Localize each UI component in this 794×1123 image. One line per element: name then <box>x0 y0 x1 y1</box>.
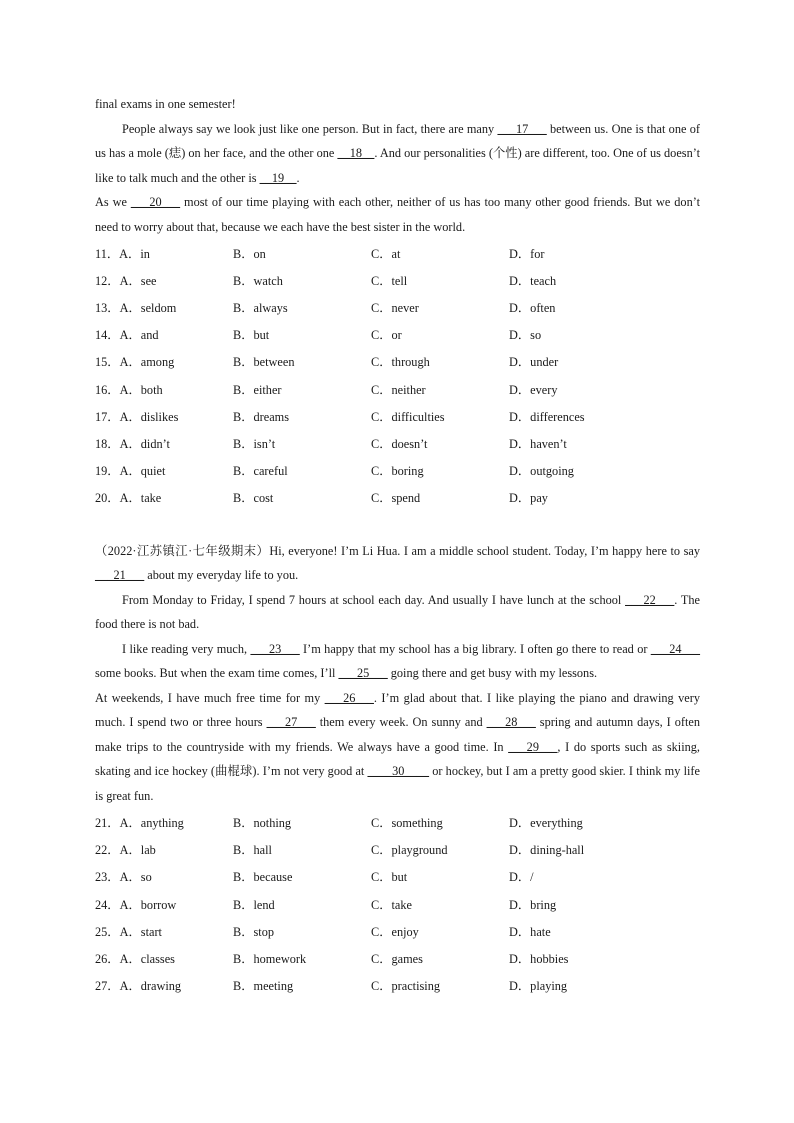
option-c: C．or <box>371 328 402 343</box>
option-b: B．cost <box>233 491 274 506</box>
passage1-paragraph2 <box>95 190 700 239</box>
question-row <box>95 863 700 890</box>
option-c: C．enjoy <box>371 924 419 939</box>
blank-17: ___17___ <box>497 121 547 136</box>
question-row <box>95 402 700 429</box>
text: . And our personalities (个性) are different, too. One of us doesn’t like to talk much and the other is <box>95 146 701 185</box>
option-c: C．spend <box>371 491 421 506</box>
option-d: D．for <box>509 246 545 261</box>
option-a: 25．A．start <box>95 924 162 939</box>
option-b: B．between <box>233 355 295 370</box>
option-a: 11．A．in <box>95 246 150 261</box>
option-c: C．practising <box>371 979 440 994</box>
option-d: D．hate <box>509 924 551 939</box>
option-a: 17．A．dislikes <box>95 409 179 424</box>
option-c: C．doesn’t <box>371 436 428 451</box>
blank-22: ___22___ <box>625 592 675 607</box>
question-row <box>95 808 700 835</box>
option-c: C．neither <box>371 382 426 397</box>
option-d: D．bring <box>509 897 557 912</box>
option-c: C．difficulties <box>371 409 445 424</box>
option-d: D．every <box>509 382 558 397</box>
option-b: B．because <box>233 870 293 885</box>
question-row <box>95 457 700 484</box>
option-a: 14．A．and <box>95 328 159 343</box>
option-c: C．games <box>371 951 423 966</box>
passage2-paragraph2 <box>95 637 700 686</box>
question-list-2 <box>95 808 700 998</box>
text: about my everyday life to you. <box>144 568 299 583</box>
option-c: C．boring <box>371 464 424 479</box>
question-row <box>95 944 700 971</box>
text: most of our time playing with each other, neither of us has too many other good friends. But we don’t need to worry about that, because we each have the best sister in the world. <box>95 195 701 234</box>
option-d: D．hobbies <box>509 951 569 966</box>
option-b: B．stop <box>233 924 274 939</box>
section-spacer <box>95 511 700 539</box>
question-row <box>95 917 700 944</box>
option-c: C．tell <box>371 273 408 288</box>
question-row <box>95 375 700 402</box>
option-c: C．playground <box>371 843 448 858</box>
blank-29: ___29___ <box>508 739 558 754</box>
option-a: 27．A．drawing <box>95 979 182 994</box>
option-d: D．differences <box>509 409 585 424</box>
blank-25: ___25___ <box>338 666 388 681</box>
option-d: D．/ <box>509 870 534 885</box>
option-a: 24．A．borrow <box>95 897 177 912</box>
passage2-paragraph3 <box>95 686 700 809</box>
option-c: C．through <box>371 355 430 370</box>
question-row <box>95 972 700 999</box>
option-a: 23．A．so <box>95 870 152 885</box>
question-row <box>95 484 700 511</box>
blank-26: ___26___ <box>324 690 374 705</box>
option-d: D．under <box>509 355 559 370</box>
blank-20: ___20___ <box>130 195 181 209</box>
text: As we <box>95 195 131 209</box>
text: going there and get busy with my lessons. <box>387 666 598 681</box>
passage1-paragraph1 <box>95 117 700 191</box>
question-row <box>95 293 700 320</box>
option-b: B．but <box>233 328 270 343</box>
option-d: D．everything <box>509 815 583 830</box>
option-a: 13．A．seldom <box>95 300 177 315</box>
option-d: D．playing <box>509 979 568 994</box>
blank-21: ___21___ <box>95 568 145 583</box>
question-row <box>95 321 700 348</box>
text: At weekends, I have much free time for my <box>95 690 325 705</box>
option-d: D．often <box>509 300 556 315</box>
question-row <box>95 429 700 456</box>
option-a: 20．A．take <box>95 491 162 506</box>
question-row <box>95 239 700 266</box>
passage2-intro <box>95 539 700 588</box>
text: or hockey, but I am a pretty good skier. I think my life is great fun. <box>95 764 700 803</box>
option-d: D．pay <box>509 491 548 506</box>
option-b: B．dreams <box>233 409 290 424</box>
text: . The food there is not bad. <box>95 592 700 632</box>
option-a: 22．A．lab <box>95 843 156 858</box>
source-label: （2022·江苏镇江·七年级期末） <box>95 543 270 558</box>
text: Hi, everyone! I’m Li Hua. I am a middle school student. Today, I’m happy here to say <box>269 543 700 558</box>
blank-18: __18__ <box>337 146 375 160</box>
option-d: D．so <box>509 328 542 343</box>
option-b: B．homework <box>233 951 307 966</box>
passage1-line0: final exams in one semester! <box>95 97 236 111</box>
question-list-1 <box>95 239 700 511</box>
option-a: 15．A．among <box>95 355 175 370</box>
text: spring and autumn days, I often make trips to the countryside with my friends. We always have a good time. In <box>95 715 700 754</box>
question-row <box>95 836 700 863</box>
option-d: D．outgoing <box>509 464 574 479</box>
option-b: B．hall <box>233 843 272 858</box>
option-b: B．lend <box>233 897 275 912</box>
document-page <box>95 92 700 999</box>
blank-28: ___28___ <box>486 715 536 730</box>
question-row <box>95 348 700 375</box>
blank-23: ___23___ <box>250 641 300 656</box>
option-a: 16．A．both <box>95 382 163 397</box>
text: , I do sports such as skiing, skating and ice hockey (曲棍球). I’m not very good at <box>95 739 700 779</box>
question-row <box>95 266 700 293</box>
text: People always say we look just like one person. But in fact, there are many <box>122 121 498 136</box>
option-b: B．careful <box>233 464 288 479</box>
option-a: 12．A．see <box>95 273 157 288</box>
blank-30: ____30____ <box>367 764 430 779</box>
text: From Monday to Friday, I spend 7 hours at school each day. And usually I have lunch at the school <box>122 592 626 607</box>
option-a: 19．A．quiet <box>95 464 166 479</box>
option-b: B．on <box>233 246 266 261</box>
option-b: B．always <box>233 300 288 315</box>
text: . <box>296 170 300 185</box>
option-b: B．isn’t <box>233 436 276 451</box>
option-b: B．meeting <box>233 979 294 994</box>
option-c: C．at <box>371 246 401 261</box>
option-c: C．never <box>371 300 419 315</box>
option-c: C．take <box>371 897 412 912</box>
option-d: D．dining-hall <box>509 843 585 858</box>
text: between us. One is that one of us has a mole (痣) on her face, and the other one <box>95 121 700 160</box>
text: them every week. On sunny and <box>315 715 487 730</box>
text: I like reading very much, <box>122 641 251 656</box>
passage2-paragraph1 <box>95 588 700 637</box>
text: some books. But when the exam time comes, I’ll <box>95 666 339 681</box>
blank-24: ___24___ <box>650 641 700 656</box>
blank-27: ___27___ <box>266 715 316 730</box>
option-a: 26．A．classes <box>95 951 175 966</box>
option-a: 18．A．didn’t <box>95 436 170 451</box>
option-b: B．watch <box>233 273 283 288</box>
option-c: C．but <box>371 870 408 885</box>
option-b: B．nothing <box>233 815 292 830</box>
blank-19: __19__ <box>259 170 297 185</box>
question-row <box>95 890 700 917</box>
option-b: B．either <box>233 382 282 397</box>
option-c: C．something <box>371 815 443 830</box>
text: I’m happy that my school has a big library. I often go there to read or <box>299 641 651 656</box>
option-d: D．teach <box>509 273 557 288</box>
option-a: 21．A．anything <box>95 815 184 830</box>
option-d: D．haven’t <box>509 436 567 451</box>
text: . I’m glad about that. I like playing the piano and drawing very much. I spend two or three hours <box>95 690 700 730</box>
